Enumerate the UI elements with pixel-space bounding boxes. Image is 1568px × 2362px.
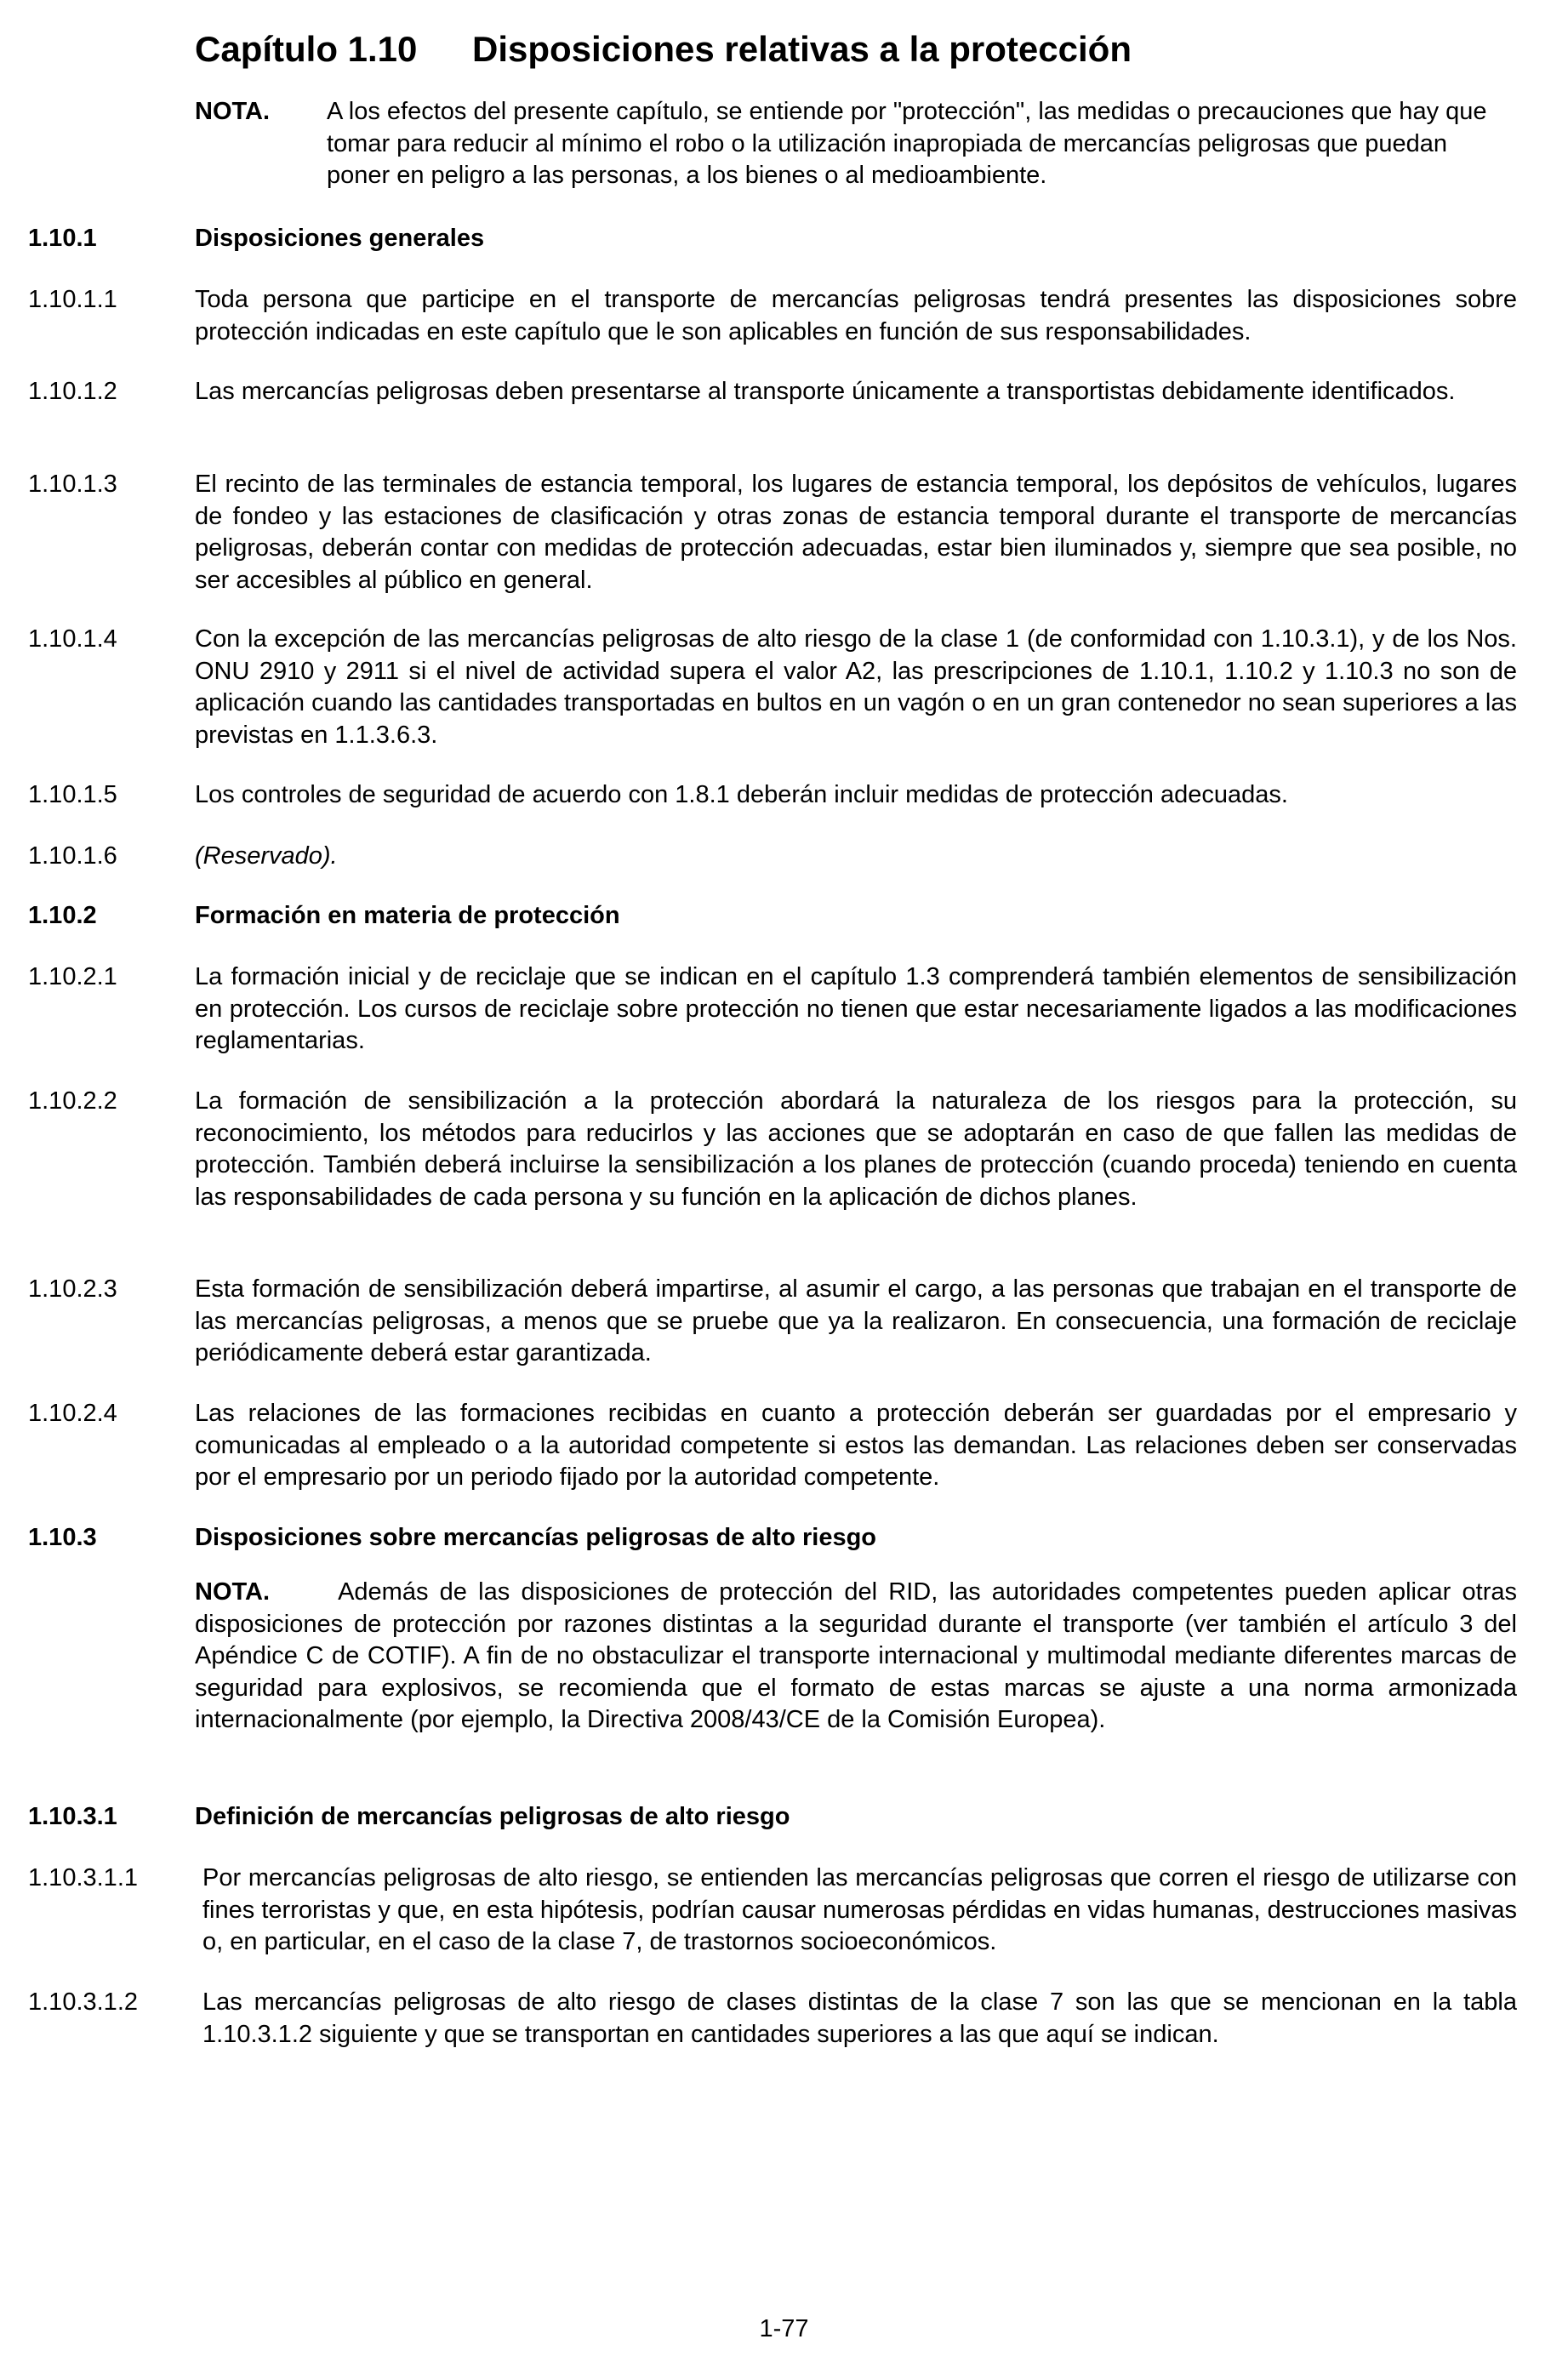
section-heading-1-10-1 [28, 223, 1517, 255]
section-title: Disposiciones generales [195, 225, 485, 252]
note-text: Además de las disposiciones de protección del RID, las autoridades competentes pueden aplicar otras disposiciones de protección por razones distintas a la seguridad durante el transporte (ver también el artículo 3 del Apéndice C de COTIF). A fin de no obstaculizar el transporte internacional y multimodal mediante diferentes marcas de seguridad para explosivos, se recomienda que el formato de estas marcas se ajuste a una norma armonizada internacionalmente (por ejemplo, la Directiva 2008/43/CE de la Comisión Europea). [195, 1578, 1517, 1733]
paragraph-text: Las mercancías peligrosas de alto riesgo de clases distintas de la clase 7 son las que se mencionan en la tabla 1.10.3.1.2 siguiente y que se transportan en cantidades superiores a las que aquí se indican. [202, 1988, 1517, 2048]
paragraph-text: La formación inicial y de reciclaje que se indican en el capítulo 1.3 comprenderá también elementos de sensibilización en protección. Los cursos de reciclaje sobre protección no tienen que estar necesariamente ligados a las modificaciones reglamentarias. [195, 963, 1517, 1054]
paragraph-text: Las mercancías peligrosas deben presentarse al transporte únicamente a transportistas debidamente identificados. [195, 378, 1456, 405]
chapter-heading [195, 26, 1132, 73]
page-number: 1-77 [759, 2315, 809, 2342]
paragraph-text: La formación de sensibilización a la protección abordará la naturaleza de los riesgos para la protección, su reconocimiento, los métodos para reducirlos y las acciones que se adoptarán en caso de que fallen las medidas de protección. También deberá incluirse la sensibilización a los planes de protección (cuando proceda) teniendo en cuenta las responsabilidades de cada persona y su función en la aplicación de dichos planes. [195, 1087, 1517, 1211]
section-number: 1.10.3 [28, 1524, 97, 1551]
paragraph-text: Toda persona que participe en el transporte de mercancías peligrosas tendrá presentes las disposiciones sobre protección indicadas en este capítulo que le son aplicables en función de sus responsabilidades. [195, 286, 1517, 345]
paragraph-text: Con la excepción de las mercancías peligrosas de alto riesgo de la clase 1 (de conformidad con 1.10.3.1), y de los Nos. ONU 2910 y 2911 si el nivel de actividad supera el valor A2, las prescripciones de 1.10.1, 1.10.2 y 1.10.3 no son de aplicación cuando las cantidades transportadas en bultos en un vagón o en un gran contenedor no sean superiores a las previstas en 1.1.3.6.3. [195, 625, 1517, 749]
chapter-note [195, 96, 1517, 192]
paragraph-text: Los controles de seguridad de acuerdo con 1.8.1 deberán incluir medidas de protección adecuadas. [195, 781, 1288, 808]
paragraph-1-10-1-1 [28, 284, 1517, 348]
section-number: 1.10.2 [28, 902, 97, 929]
note-label: NOTA. [195, 1578, 271, 1606]
paragraph-number: 1.10.2.3 [28, 1275, 117, 1303]
paragraph-1-10-1-3 [28, 469, 1517, 596]
paragraph-number: 1.10.2.2 [28, 1087, 117, 1115]
section-heading-1-10-2 [28, 900, 1517, 933]
section-title: Formación en materia de protección [195, 902, 620, 929]
paragraph-number: 1.10.3.1.1 [28, 1864, 138, 1891]
paragraph-number: 1.10.1.5 [28, 781, 117, 808]
paragraph-text: Esta formación de sensibilización deberá impartirse, al asumir el cargo, a las personas que trabajan en el transporte de las mercancías peligrosas, a menos que se pruebe que ya la realizaron. En consecuencia, una formación de reciclaje periódicamente deberá estar garantizada. [195, 1275, 1517, 1366]
paragraph-1-10-1-2 [28, 376, 1517, 408]
paragraph-1-10-3-1-2 [28, 1987, 1517, 2051]
section-heading-1-10-3 [28, 1522, 1517, 1555]
section-title: Disposiciones sobre mercancías peligrosas de alto riesgo [195, 1524, 877, 1551]
paragraph-text: (Reservado). [195, 842, 338, 870]
paragraph-number: 1.10.1.6 [28, 842, 117, 870]
paragraph-1-10-3-1-1 [28, 1863, 1517, 1959]
paragraph-1-10-1-5 [28, 779, 1517, 812]
paragraph-number: 1.10.3.1.2 [28, 1988, 138, 2016]
paragraph-1-10-2-4 [28, 1398, 1517, 1494]
paragraph-number: 1.10.1.4 [28, 625, 117, 653]
section-number: 1.10.1 [28, 225, 97, 252]
paragraph-number: 1.10.2.1 [28, 963, 117, 990]
section-heading-1-10-3-1 [28, 1801, 1517, 1834]
paragraph-1-10-1-4 [28, 624, 1517, 751]
high-risk-note [195, 1577, 1517, 1737]
paragraph-1-10-1-6 [28, 841, 1517, 873]
paragraph-1-10-2-3 [28, 1274, 1517, 1370]
paragraph-1-10-2-1 [28, 961, 1517, 1058]
note-label: NOTA. [195, 98, 271, 125]
section-title: Definición de mercancías peligrosas de alto riesgo [195, 1803, 790, 1830]
note-text: A los efectos del presente capítulo, se entiende por "protección", las medidas o precauciones que hay que tomar para reducir al mínimo el robo o la utilización inapropiada de mercancías peligrosas que puedan poner en peligro a las personas, a los bienes o al medioambiente. [327, 98, 1487, 189]
chapter-number: Capítulo 1.10 [195, 29, 418, 69]
section-number: 1.10.3.1 [28, 1803, 117, 1830]
paragraph-number: 1.10.1.2 [28, 378, 117, 405]
chapter-title: Disposiciones relativas a la protección [472, 29, 1132, 69]
paragraph-number: 1.10.1.3 [28, 471, 117, 498]
paragraph-text: El recinto de las terminales de estancia temporal, los lugares de estancia temporal, los depósitos de vehículos, lugares de fondeo y las estaciones de clasificación y otras zonas de estancia temporal durante el transporte de mercancías peligrosas, deberán contar con medidas de protección adecuadas, estar bien iluminados y, siempre que sea posible, no ser accesibles al público en general. [195, 471, 1517, 594]
paragraph-text: Por mercancías peligrosas de alto riesgo, se entienden las mercancías peligrosas que corren el riesgo de utilizarse con fines terroristas y que, en esta hipótesis, podrían causar numerosas pérdidas en vidas humanas, destrucciones masivas o, en particular, en el caso de la clase 7, de trastornos socioeconómicos. [202, 1864, 1517, 1955]
paragraph-number: 1.10.2.4 [28, 1400, 117, 1427]
paragraph-1-10-2-2 [28, 1086, 1517, 1213]
paragraph-number: 1.10.1.1 [28, 286, 117, 313]
paragraph-text: Las relaciones de las formaciones recibidas en cuanto a protección deberán ser guardadas por el empresario y comunicadas al empleado o a la autoridad competente si estos las demandan. Las relaciones deben ser conservadas por el empresario por un periodo fijado por la autoridad competente. [195, 1400, 1517, 1491]
